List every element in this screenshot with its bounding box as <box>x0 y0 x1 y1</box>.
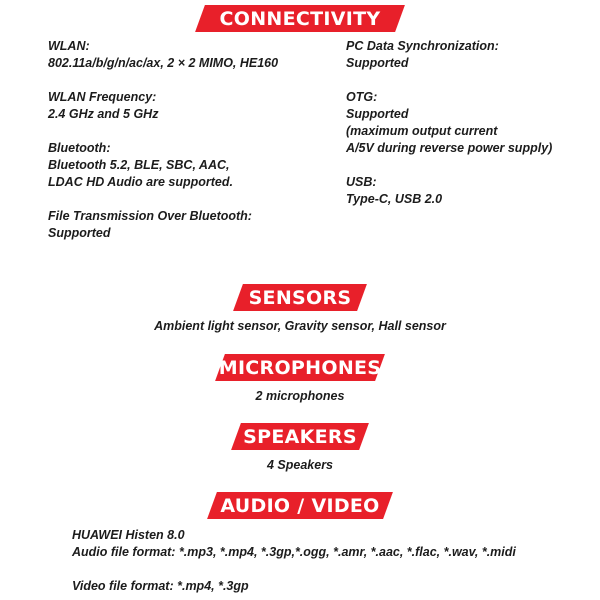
audio-video-title: AUDIO / VIDEO <box>220 494 380 517</box>
pc-sync-label: PC Data Synchronization: <box>346 39 499 53</box>
otg-value-line-1: Supported <box>346 107 409 121</box>
bluetooth-value-line-2: LDAC HD Audio are supported. <box>48 175 233 189</box>
audio-video-header <box>212 492 388 519</box>
microphones-value: 2 microphones <box>255 389 345 403</box>
wlan-value: 802.11a/b/g/n/ac/ax, 2 × 2 MIMO, HE160 <box>48 56 279 70</box>
speakers-header <box>236 423 364 450</box>
usb-value: Type-C, USB 2.0 <box>346 192 443 206</box>
usb-label: USB: <box>346 175 377 189</box>
file-transmission-label: File Transmission Over Bluetooth: <box>48 209 252 223</box>
microphones-header <box>220 354 380 381</box>
otg-label: OTG: <box>346 90 378 104</box>
otg-value-line-2: (maximum output current <box>346 124 498 138</box>
audio-video-line-3: Video file format: *.mp4, *.3gp <box>72 579 249 593</box>
wlan-frequency-value: 2.4 GHz and 5 GHz <box>48 107 159 121</box>
pc-sync-value: Supported <box>346 56 409 70</box>
sensors-title: SENSORS <box>248 286 352 309</box>
wlan-label: WLAN: <box>48 39 90 53</box>
audio-video-line-1: HUAWEI Histen 8.0 <box>72 528 185 542</box>
speakers-title: SPEAKERS <box>243 425 357 448</box>
connectivity-left-column <box>48 38 278 242</box>
connectivity-title: CONNECTIVITY <box>219 7 381 30</box>
file-transmission-value: Supported <box>48 226 111 240</box>
sensors-value: Ambient light sensor, Gravity sensor, Hall sensor <box>154 319 446 333</box>
bluetooth-value-line-1: Bluetooth 5.2, BLE, SBC, AAC, <box>48 158 230 172</box>
wlan-frequency-label: WLAN Frequency: <box>48 90 157 104</box>
sensors-header <box>238 284 362 311</box>
connectivity-header <box>200 5 400 32</box>
connectivity-right-column <box>346 38 552 208</box>
audio-video-line-2: Audio file format: *.mp3, *.mp4, *.3gp,*.ogg, *.amr, *.aac, *.flac, *.wav, *.midi <box>72 545 516 559</box>
audio-video-details <box>72 527 516 595</box>
microphones-title: MICROPHONES <box>218 356 382 379</box>
speakers-value: 4 Speakers <box>266 458 334 472</box>
bluetooth-label: Bluetooth: <box>48 141 111 155</box>
otg-value-line-3: A/5V during reverse power supply) <box>346 141 553 155</box>
